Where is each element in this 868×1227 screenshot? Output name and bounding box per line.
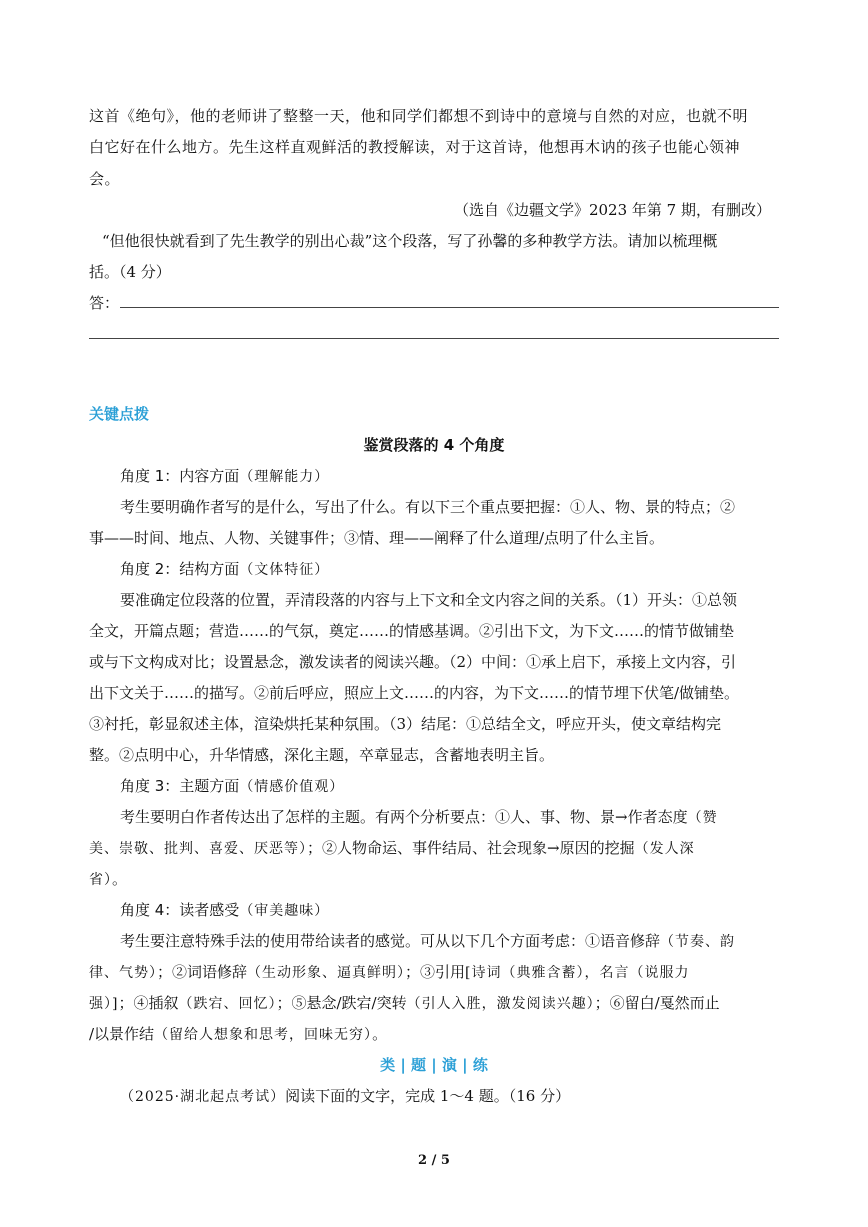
- tips-title: 鉴赏段落的 4 个角度: [363, 436, 505, 454]
- angle-4-text: /以景作结（留给人想象和思考，回味无穷）。: [89, 1025, 388, 1043]
- angle-3-text: 省）。: [89, 870, 128, 888]
- passage-line: 会。: [89, 170, 121, 188]
- angle-3-text: 考生要明白作者传达出了怎样的主题。有两个分析要点：①人、事、物、景→作者态度（赞: [120, 808, 718, 826]
- angle-3-heading: 角度 3：主题方面（情感价值观）: [120, 777, 345, 795]
- angle-1-heading: 角度 1：内容方面（理解能力）: [120, 467, 330, 485]
- angle-4-text: 考生要注意特殊手法的使用带给读者的感觉。可从以下几个方面考虑：①语音修辞（节奏、韵: [120, 932, 736, 950]
- answer-line[interactable]: [89, 338, 779, 339]
- angle-3-text: 美、崇敬、批判、喜爱、厌恶等）；②人物命运、事件结局、社会现象→原因的挖掘（发人深: [89, 839, 695, 857]
- page-number: 2 / 5: [418, 1153, 450, 1168]
- angle-2-text: ③衬托，彰显叙述主体，渲染烘托某种氛围。（3）结尾：①总结全文，呼应开头，使文章结构完: [89, 715, 722, 733]
- answer-label: 答：: [89, 294, 120, 312]
- answer-line[interactable]: [120, 307, 779, 308]
- passage-line: 白它好在什么地方。先生这样直观鲜活的教授解读，对于这首诗，他想再木讷的孩子也能心领神: [89, 138, 741, 156]
- angle-4-heading: 角度 4：读者感受（审美趣味）: [120, 901, 330, 919]
- angle-2-heading: 角度 2：结构方面（文体特征）: [120, 560, 330, 578]
- angle-1-text: 考生要明确作者写的是什么，写出了什么。有以下三个重点要把握：①人、物、景的特点；②: [120, 498, 736, 516]
- passage-line: 这首《绝句》，他的老师讲了整整一天，他和同学们都想不到诗中的意境与自然的对应，也就不明: [89, 107, 749, 125]
- angle-2-text: 或与下文构成对比；设置悬念，激发读者的阅读兴趣。（2）中间：①承上启下，承接上文内容，引: [89, 653, 737, 671]
- angle-2-text: 要准确定位段落的位置，弄清段落的内容与上下文和全文内容之间的关系。（1）开头：①总领: [120, 591, 738, 609]
- question-text: “但他很快就看到了先生教学的别出心裁”这个段落，写了孙馨的多种教学方法。请加以梳理概: [102, 232, 718, 250]
- section-heading: 关键点拨: [89, 405, 150, 423]
- passage-source: （选自《边疆文学》2023 年第 7 期，有删改）: [453, 201, 771, 219]
- angle-2-text: 出下文关于……的描写。②前后呼应，照应上文……的内容，为下文……的情节埋下伏笔/做铺垫。: [89, 684, 740, 702]
- angle-2-text: 全文，开篇点题；营造……的气氛，奠定……的情感基调。②引出下文，为下文……的情节做铺垫: [89, 622, 735, 640]
- question-text: 括。（4 分）: [89, 263, 171, 281]
- practice-heading: 类 | 题 | 演 | 练: [380, 1056, 488, 1074]
- angle-2-text: 整。②点明中心，升华情感，深化主题，卒章显志，含蓄地表明主旨。: [89, 746, 555, 764]
- angle-4-text: 强）]；④插叙（跌宕、回忆）；⑤悬念/跌宕/突转（引人入胜，激发阅读兴趣）；⑥留白/戛然而止: [89, 994, 720, 1012]
- practice-intro: （2025·湖北起点考试）阅读下面的文字，完成 1～4 题。（16 分）: [120, 1087, 571, 1105]
- angle-1-text: 事——时间、地点、人物、关键事件；③情、理——阐释了什么道理/点明了什么主旨。: [89, 529, 665, 547]
- angle-4-text: 律、气势）；②词语修辞（生动形象、逼真鲜明）；③引用[诗词（典雅含蓄），名言（说服力: [89, 963, 690, 981]
